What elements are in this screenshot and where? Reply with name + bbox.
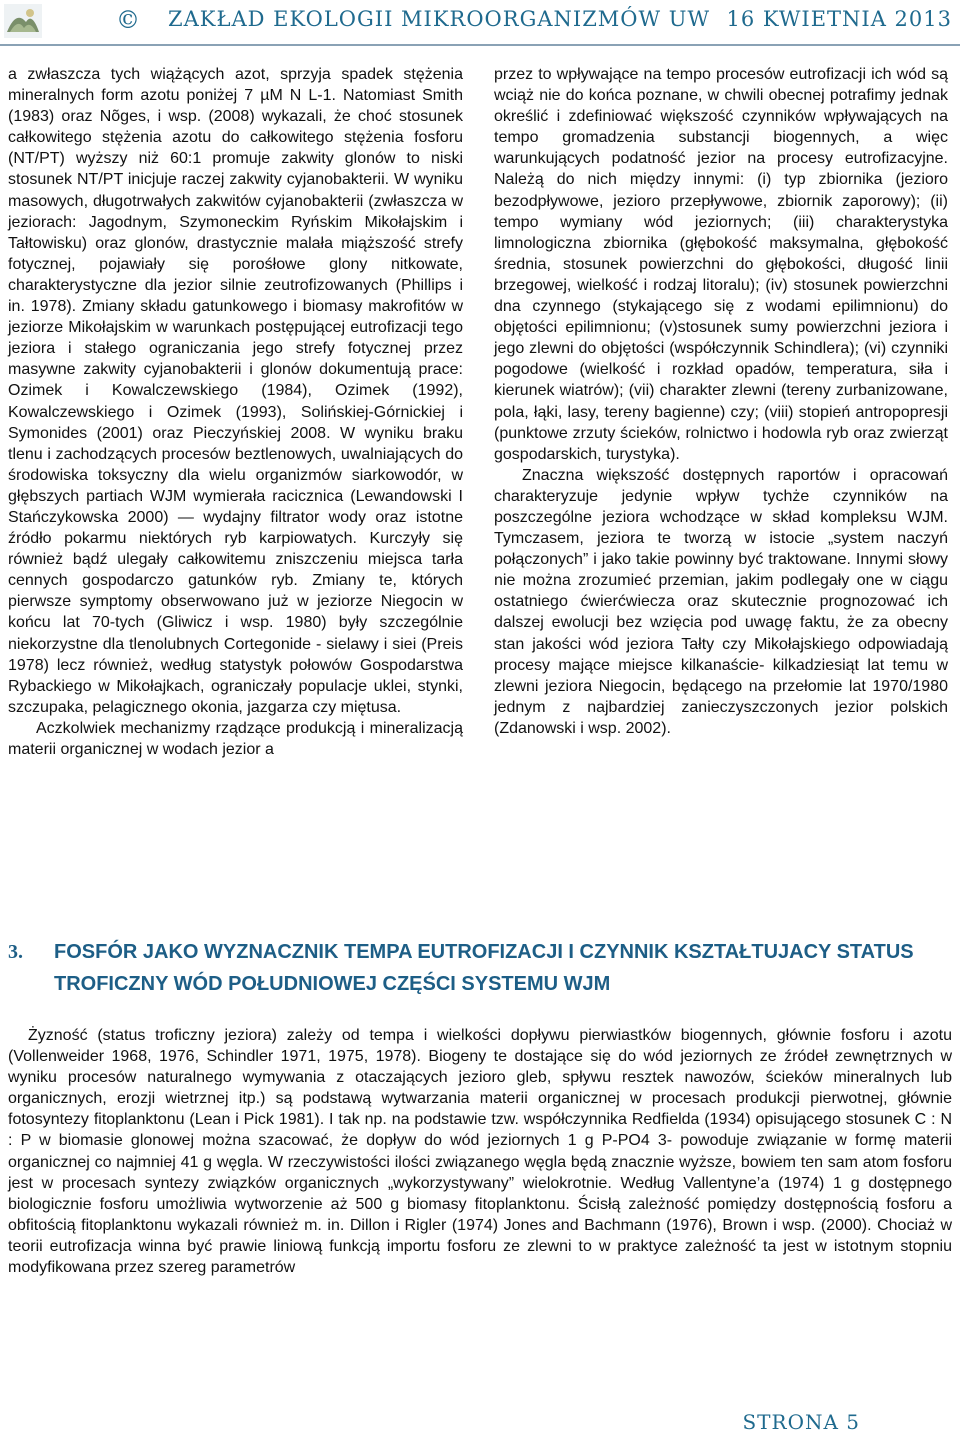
header-department-title: ZAKŁAD EKOLOGII MIKROORGANIZMÓW UW: [168, 7, 711, 31]
copyright-symbol: ©: [116, 6, 140, 34]
right-paragraph-1: przez to wpływające na tempo procesów eutrofizacji ich wód są wciąż nie do końca poznane, w chwili obecnej potrafimy jednak określić i zdefiniować większość czynników wpływających na tempo gromadzenia substancji biogennych, a więc warunkujących podatność jezior na procesy eutrofizacyjne. Należą do nich między innymi: (i) typ zbiornika (jezioro bezodpływowe, jezioro przepływowe, zbiornik zaporowy); (ii) tempo wymiany wód jeziornych; (iii) charakterystyka limnologiczna zbiornika (głębokość maksymalna, głębokość średnia, stosunek powierzchni do głębokości, długość linii brzegowej, wielkość i rodzaj litoralu); (iv) stosunek powierzchni dna czynnego (stykającego się z wodami epilimnionu) do objętości epilimnionu; (v)stosunek sumy powierzchni jeziora i jego zlewni do objętości (współczynnik Schindlera); (vi) czynniki pogodowe (wielkość i rozkład opadów, temperatura, siła i kierunek wiatrów); (vii) charakter zlewni (tereny zurbanizowane, pola, łąki, lasy, tereny bagienne) czy; (viii) stopień antropopresji (punktowe zrzuty ścieków, rolnictwo i hodowla ryb oraz zwierząt gospodarskich, turystyka).: [494, 66, 948, 463]
section-heading: [8, 936, 952, 1000]
left-text-column: [8, 64, 463, 760]
header-divider: [0, 44, 960, 46]
body-paragraph: Żyzność (status troficzny jeziora) zależy od tempa i wielkości dopływu pierwiastków biogennych, głównie fosforu i azotu (Vollenweider 1968, 1976, Schindler 1971, 1975, 1978). Biogeny te dostające się do wód jeziornych ze źródeł zewnętrznych w wyniku procesów naturalnego wymywania z otaczających jezioro gleb, spływu resztek nawozów, ścieków mineralnych lub organicznych, erozji wietrznej itp.) są podstawą wytwarzania materii organicznej w procesach produkcji pierwotnej, głównie fotosyntezy fitoplanktonu (Lean i Pick 1981). I tak np. na podstawie tzw. współczynnika Redfielda (1934) opisującego stosunek C : N : P w biomasie glonowej można szacować, że dopływ do wód jeziornych 1 g P-PO4 3- powoduje związanie w formę materii organicznej co najmniej 41 g węgla. W rzeczywistości ilości związanego węgla będą znacznie wyższe, bowiem ten sam atom fosforu jest w procesach syntezy związków organicznych „wykorzystywany” wielokrotnie. Według Vallentyne’a (1974) 1 g dostępnego biologicznie fosforu umożliwia wytworzenie aż 500 g biomasy fitoplanktonu. Ścisłą zależność pomiędzy dostępnością fosforu a obfitością fitoplanktonu wykazali również m. in. Dillon i Rigler (1974) Jones and Bachmann (1976), Brown i wsp. (2000). Chociaż w teorii eutrofizacja winna być prawie liniową funkcją importu fosforu ze zlewni to w praktyce zależność ta jest w istotnym stopniu modyfikowana przez szereg parametrów: [8, 1027, 952, 1277]
right-paragraph-2: Znaczna większość dostępnych raportów i opracowań charakteryzuje jedynie wpływ tychże czynników na poszczególne jeziora wchodzące w skład kompleksu WJM. Tymczasem, jeziora te tworzą w istocie „system naczyń połączonych” i jako takie powinny być traktowane. Innymi słowy nie można zrozumieć przemian, jakim podlegały one w ciągu ostatniego ćwierćwiecza oraz skutecznie prognozować ich dalszej ewolucji bez wzięcia pod uwagę faktu, że za obecny stan jakości wód jeziora Tałty czy Mikołajskiego odpowiadają procesy mające miejsce kilkanaście- kilkadziesiąt lat temu w zlewni jeziora Niegocin, będącego na przełomie lat 1970/1980 jednym z najbardziej zanieczyszczonych jezior polskich (Zdanowski i wsp. 2002).: [494, 466, 948, 737]
header-date: 16 KWIETNIA 2013: [726, 7, 952, 31]
section-number: 3.: [8, 941, 23, 963]
page-number-footer: STRONA 5: [742, 1410, 860, 1434]
institution-logo-icon: [4, 4, 42, 38]
section-title: FOSFÓR JAKO WYZNACZNIK TEMPA EUTROFIZACJI I CZYNNIK KSZTAŁTUJACY STATUS TROFICZNY WÓD POŁUDNIOWEJ CZĘŚCI SYSTEMU WJM: [54, 941, 914, 995]
right-text-column: [494, 64, 948, 739]
left-paragraph-1: a zwłaszcza tych wiążących azot, sprzyja spadek stężenia mineralnych form azotu poniżej 7 µM N L-1. Natomiast Smith (1983) oraz Nõges, i wsp. (2008) wykazali, że choć stosunek całkowitego stężenia azotu do całkowitego stężenia fosforu (NT/PT) wyższy niż 60:1 promuje zakwity glonów to niski stosunek NT/PT inicjuje raczej zakwity cyjanobakterii. W wyniku masowych, długotrwałych zakwitów cyjanobakterii (zwłaszcza w jeziorach: Jagodnym, Szymoneckim Ryńskim Mikołajskim i Tałtowisku) oraz glonów, drastycznie malała miąższość strefy fotycznej, pojawiały się porośłowe glony nitkowate, charakterystyczne dla jezior silnie zeutrofizowanych (Phillips i in. 1978). Zmiany składu gatunkowego i biomasy makrofitów w jeziorze Mikołajskim w warunkach postępującej eutrofizacji tego jeziora i stałego ograniczania jego strefy fotycznej przez masywne zakwity cyjanobakterii i glonów dokumentują prace: Ozimek i Kowalczewskiego (1984), Ozimek (1992), Kowalczewskiego i Ozimek (1993), Solińskiej-Górnickiej i Symonides (2001) oraz Pieczyńskiej 2008. W wyniku braku tlenu i zachodzących procesów beztlenowych, uwalniających do środowiska toksyczny dla wielu organizmów siarkowodór, w głębszych partiach WJM wymierała racicznica (Lewandowski I Stańczykowska 2000) — wydajny filtrator wody oraz istotne źródło pokarmu niektórych ryb karpiowatych. Kurczyły się również bądź ulegały całkowitemu zniszczeniu miejsca tarła cennych gospodarczo gatunków ryb. Zmiany te, których pierwsze symptomy obserwowano już w jeziorze Niegocin w końcu lat 70-tych (Gliwicz i wsp. 1980) były szczególnie niekorzystne dla tlenolubnych Cortegonide - sielawy i siei (Preis 1978) lecz również, według statystyk połowów Gospodarstwa Rybackiego w Mikołajkach, ograniczały populacje uklei, stynki, szczupaka, pelagicznego okonia, jazgarza czy miętusa.: [8, 66, 463, 716]
section-body-text: [8, 1025, 952, 1278]
page-header: [0, 0, 960, 46]
left-paragraph-2: Aczkolwiek mechanizmy rządzące produkcją i mineralizacją materii organicznej w wodach jezior a: [8, 719, 463, 758]
